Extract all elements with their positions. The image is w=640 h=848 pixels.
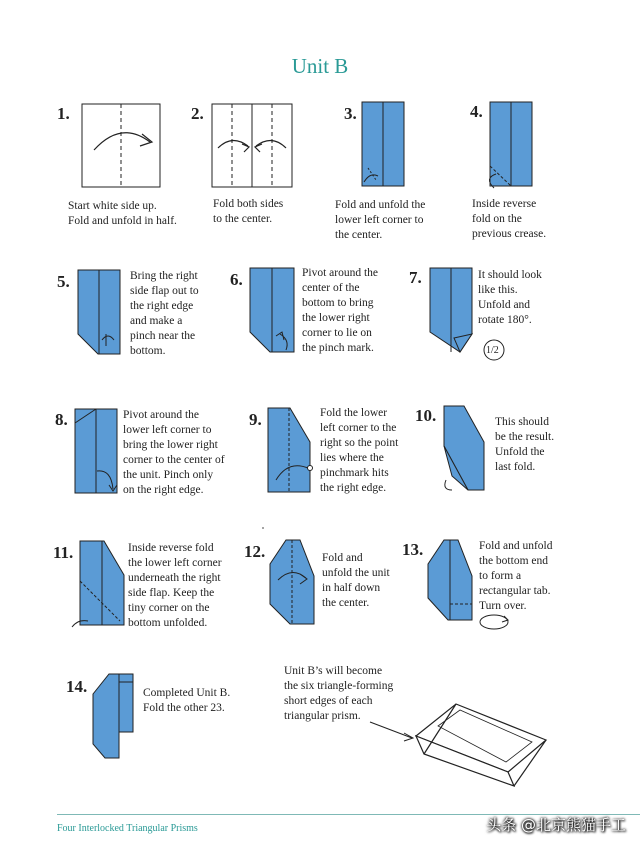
- step-1-diagram: [82, 104, 162, 189]
- step-8-text: Pivot around the lower left corner to bring the lower right corner to the center of the unit. Pinch only on the right edge.: [123, 409, 225, 496]
- step-9-text: Fold the lower left corner to the right so the point lies where the pinchmark hits the right edge.: [320, 407, 399, 494]
- step-12-number: 12.: [244, 542, 266, 561]
- step-14-number: 14.: [66, 677, 88, 696]
- step-4-diagram: [490, 102, 534, 192]
- page-title: Unit B: [291, 54, 349, 78]
- step-12-text: Fold and unfold the unit in half down the center.: [322, 552, 390, 609]
- watermark: 头条 @北京熊猫手工: [486, 816, 626, 834]
- step-10-text: This should be the result. Unfold the last fold.: [495, 416, 555, 473]
- step-9-number: 9.: [249, 410, 262, 429]
- step-5-diagram: [78, 270, 122, 356]
- step-11-text: Inside reverse fold the lower left corner underneath the right side flap. Keep the tiny corner on the bottom unfolded.: [128, 542, 222, 629]
- step-8-diagram: [75, 409, 119, 495]
- step-6-number: 6.: [230, 270, 243, 289]
- step-9-diagram: [268, 408, 314, 494]
- step-7-diagram: [430, 268, 474, 358]
- footer-title: Four Interlocked Triangular Prisms: [57, 823, 198, 834]
- rotate-half-label: 1/2: [486, 345, 499, 356]
- step-2-number: 2.: [191, 104, 204, 123]
- step-7-number: 7.: [409, 268, 422, 287]
- unit-b-note: Unit B’s will become the six triangle-forming short edges of each triangular prism.: [284, 665, 394, 722]
- step-13-diagram: [428, 540, 474, 622]
- step-5-number: 5.: [57, 272, 70, 291]
- step-11-number: 11.: [53, 543, 74, 562]
- step-11-diagram: [80, 541, 126, 629]
- step-4-number: 4.: [470, 102, 483, 121]
- step-10-number: 10.: [415, 406, 437, 425]
- step-8-number: 8.: [55, 410, 68, 429]
- step-4-text: Inside reverse fold on the previous crease.: [472, 198, 547, 240]
- step-5-text: Bring the right side flap out to the right edge and make a pinch near the bottom.: [130, 270, 199, 357]
- step-3-diagram: [362, 102, 406, 188]
- turn-over-icon: [476, 612, 512, 632]
- step-14-diagram: [93, 674, 135, 762]
- step-12-diagram: [270, 540, 316, 628]
- step-10-diagram: [440, 406, 492, 496]
- triangular-prism-diagram: [360, 700, 560, 790]
- step-14-text: Completed Unit B. Fold the other 23.: [143, 687, 231, 714]
- step-3-number: 3.: [344, 104, 357, 123]
- step-13-text: Fold and unfold the bottom end to form a rectangular tab. Turn over.: [479, 540, 553, 612]
- step-2-text: Fold both sides to the center.: [213, 198, 284, 225]
- page-dot: [262, 527, 264, 529]
- step-2-diagram: [212, 104, 294, 189]
- step-13-number: 13.: [402, 540, 424, 559]
- step-1-number: 1.: [57, 104, 70, 123]
- step-7-text: It should look like this. Unfold and rotate 180°.: [478, 269, 542, 326]
- step-6-diagram: [250, 268, 296, 354]
- step-1-text: Start white side up. Fold and unfold in half.: [68, 200, 177, 227]
- step-3-text: Fold and unfold the lower left corner to the center.: [335, 199, 426, 241]
- step-6-text: Pivot around the center of the bottom to bring the lower right corner to lie on the pinch mark.: [302, 267, 379, 354]
